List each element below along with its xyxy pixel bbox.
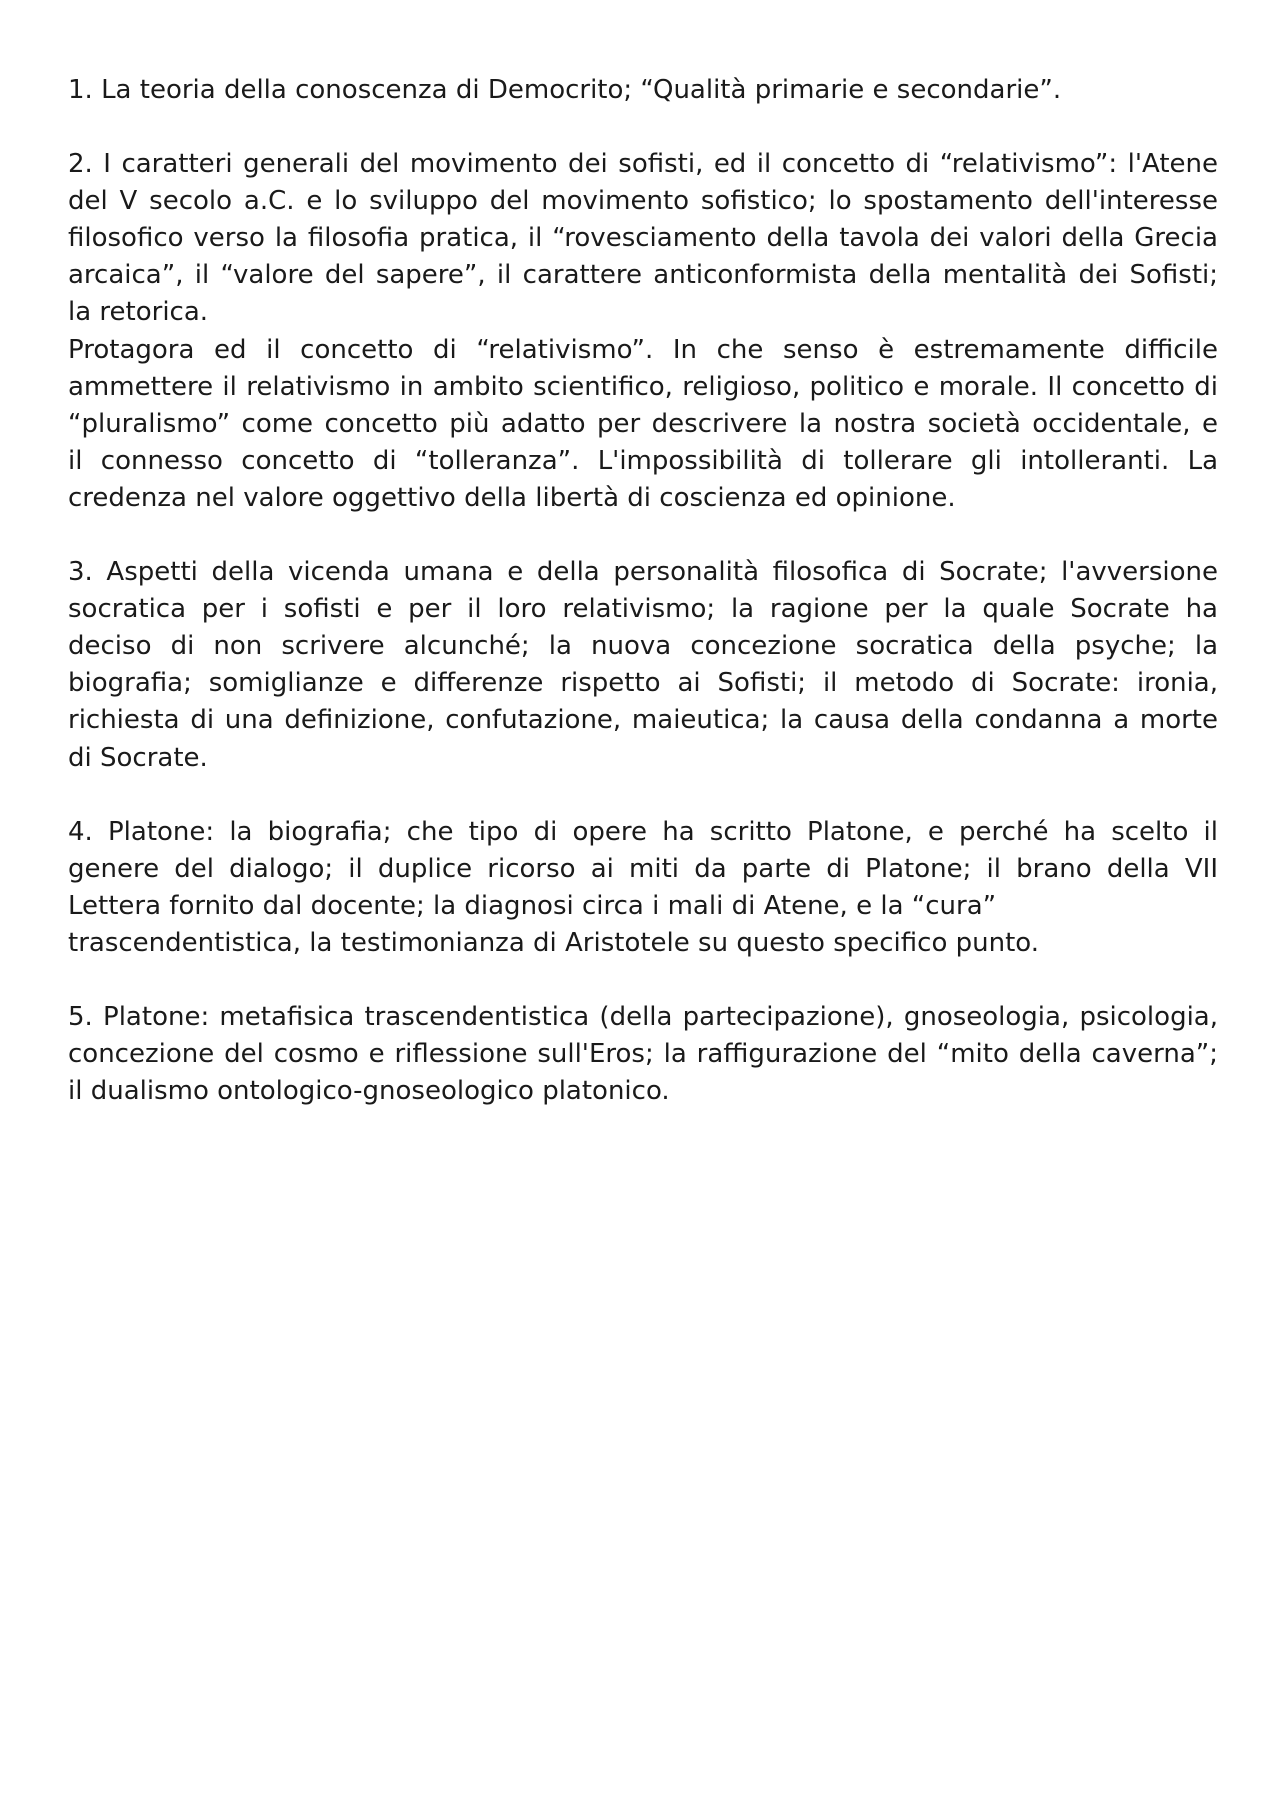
text-line: biografia; somiglianze e differenze rispetto ai Sofisti; il metodo di Socrate: ironia,	[68, 668, 1218, 699]
text-line: 2. I caratteri generali del movimento dei sofisti, ed il concetto di “relativismo”: l'Atene	[68, 149, 1218, 180]
text-line: filosofico verso la filosofia pratica, il “rovesciamento della tavola dei valori della Grecia	[68, 223, 1218, 254]
text-line: ammettere il relativismo in ambito scientifico, religioso, politico e morale. Il concetto di	[68, 371, 1218, 402]
text-line: arcaica”, il “valore del sapere”, il carattere anticonformista della mentalità dei Sofisti;	[68, 260, 1218, 291]
section-4	[68, 814, 1218, 962]
text-line: Protagora ed il concetto di “relativismo”. In che senso è estremamente difficile	[68, 334, 1218, 365]
text-line: il connesso concetto di “tolleranza”. L'impossibilità di tollerare gli intolleranti. La	[68, 445, 1218, 476]
section-1	[68, 72, 1218, 109]
text-line: deciso di non scrivere alcunché; la nuova concezione socratica della psyche; la	[68, 631, 1218, 662]
text-line: 3. Aspetti della vicenda umana e della personalità filosofica di Socrate; l'avversione	[68, 557, 1218, 588]
document-page	[68, 72, 1218, 1147]
section-2	[68, 146, 1218, 517]
text-line: la retorica.	[68, 297, 209, 328]
text-line: di Socrate.	[68, 742, 208, 773]
text-line: “pluralismo” come concetto più adatto per descrivere la nostra società occidentale, e	[68, 408, 1218, 439]
text-line: credenza nel valore oggettivo della libertà di coscienza ed opinione.	[68, 482, 956, 513]
text-line: richiesta di una definizione, confutazione, maieutica; la causa della condanna a morte	[68, 705, 1218, 736]
text-line: 4. Platone: la biografia; che tipo di opere ha scritto Platone, e perché ha scelto il	[68, 816, 1218, 847]
text-line: socratica per i sofisti e per il loro relativismo; la ragione per la quale Socrate ha	[68, 594, 1218, 625]
text-line: genere del dialogo; il duplice ricorso ai miti da parte di Platone; il brano della VII	[68, 853, 1218, 884]
text-line: Lettera fornito dal docente; la diagnosi circa i mali di Atene, e la “cura”	[68, 890, 997, 921]
text-line: 1. La teoria della conoscenza di Democrito; “Qualità primarie e secondarie”.	[68, 75, 1062, 105]
text-line: il dualismo ontologico-gnoseologico platonico.	[68, 1076, 670, 1107]
text-line: del V secolo a.C. e lo sviluppo del movimento sofistico; lo spostamento dell'interesse	[68, 186, 1218, 217]
section-5	[68, 999, 1218, 1110]
text-line: 5. Platone: metafisica trascendentistica (della partecipazione), gnoseologia, psicologia,	[68, 1001, 1218, 1032]
text-line: trascendentistica, la testimonianza di Aristotele su questo specifico punto.	[68, 927, 1039, 958]
section-3	[68, 554, 1218, 777]
text-line: concezione del cosmo e riflessione sull'Eros; la raffigurazione del “mito della caverna”;	[68, 1039, 1218, 1070]
